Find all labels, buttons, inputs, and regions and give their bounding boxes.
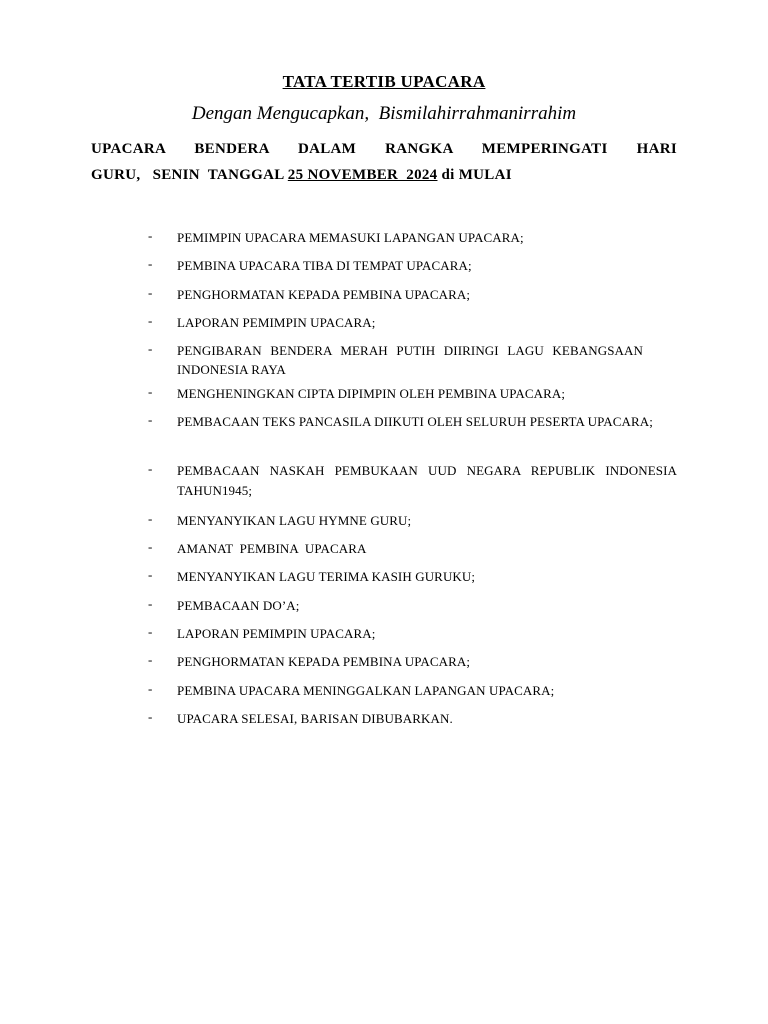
list-item-text: PENGHORMATAN KEPADA PEMBINA UPACARA;	[177, 287, 471, 302]
list-item-text: MENYANYIKAN LAGU HYMNE GURU;	[177, 513, 412, 528]
list-bullet: -	[148, 228, 153, 243]
list-bullet: -	[148, 596, 153, 611]
list-item-text: MENGHENINGKAN CIPTA DIPIMPIN OLEH PEMBINA UPACARA;	[177, 386, 566, 401]
list-item-text: LAPORAN PEMIMPIN UPACARA;	[177, 315, 376, 330]
list-bullet: -	[148, 624, 153, 639]
list-bullet: -	[148, 313, 153, 328]
document-subtitle: Dengan Mengucapkan, Bismilahirrahmanirrahim	[191, 103, 577, 124]
list-bullet: -	[148, 709, 153, 724]
list-item-text: PEMIMPIN UPACARA MEMASUKI LAPANGAN UPACARA;	[177, 230, 524, 245]
list-bullet: -	[148, 384, 153, 399]
list-item-text: LAPORAN PEMIMPIN UPACARA;	[177, 626, 376, 641]
list-bullet: -	[148, 285, 153, 300]
list-item-text: MENYANYIKAN LAGU TERIMA KASIH GURUKU;	[177, 569, 476, 584]
list-bullet: -	[148, 511, 153, 526]
list-bullet: -	[148, 412, 153, 427]
event-date: 25 NOVEMBER 2024	[287, 167, 438, 183]
document-title: TATA TERTIB UPACARA	[282, 72, 486, 91]
list-bullet: -	[148, 341, 153, 356]
list-item-text: PENGHORMATAN KEPADA PEMBINA UPACARA;	[177, 654, 471, 669]
intro-line-2-suffix: di MULAI	[437, 167, 512, 183]
list-bullet: -	[148, 567, 153, 582]
list-item-text: PEMBINA UPACARA TIBA DI TEMPAT UPACARA;	[177, 258, 472, 273]
list-item-text: PEMBACAAN TEKS PANCASILA DIIKUTI OLEH SELURUH PESERTA UPACARA;	[177, 414, 653, 429]
list-bullet: -	[148, 652, 153, 667]
list-bullet: -	[148, 539, 153, 554]
list-bullet: -	[148, 256, 153, 271]
list-item-text: PENGIBARAN BENDERA MERAH PUTIH DIIRINGI LAGU KEBANGSAAN INDONESIA RAYA	[177, 343, 643, 377]
list-bullet: -	[148, 681, 153, 696]
list-item-text: UPACARA SELESAI, BARISAN DIBUBARKAN.	[177, 711, 453, 726]
list-item-text: AMANAT PEMBINA UPACARA	[177, 541, 367, 556]
intro-line-2-prefix: GURU, SENIN TANGGAL	[91, 167, 288, 183]
list-item-text: PEMBACAAN NASKAH PEMBUKAAN UUD NEGARA REPUBLIK INDONESIA TAHUN1945;	[177, 463, 677, 498]
list-item-text: PEMBINA UPACARA MENINGGALKAN LAPANGAN UPACARA;	[177, 683, 555, 698]
intro-line-1: UPACARA BENDERA DALAM RANGKA MEMPERINGATI HARI	[91, 141, 677, 157]
list-item-text: PEMBACAAN DO’A;	[177, 598, 300, 613]
intro-paragraph	[91, 136, 677, 188]
list-bullet: -	[148, 461, 153, 476]
